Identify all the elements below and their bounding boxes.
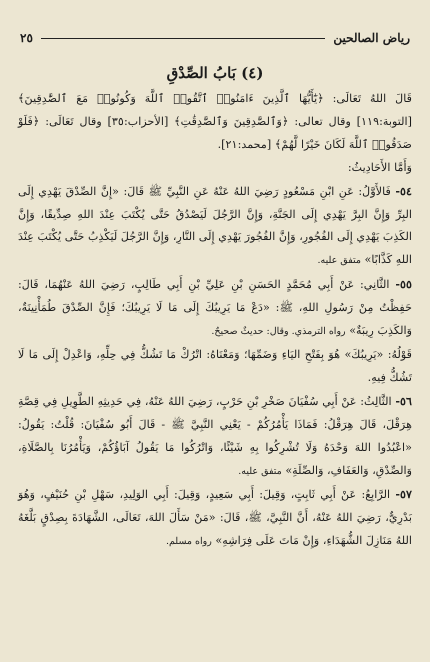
hadith-number: ٥٦- [395, 393, 412, 408]
hadith-54 [18, 180, 412, 274]
running-header [20, 30, 410, 46]
hadith-number: ٥٥- [395, 277, 412, 292]
hadith-source: رواه الترمذي. وقال: حديثٌ صحيحٌ. [211, 326, 346, 338]
hadith-text: الرَّابِعُ: عَنْ أَبِي ثَابِتٍ، وَقِيلَ: أَبِي سَعِيدٍ، وَقِيلَ: أَبِي الوَلِيدِ، سَهْلِ بْنِ حُنَيْفٍ، وَهُوَ بَدْرِيٌّ، رَضِيَ اللهُ عَنْهُ، أَنَّ النَّبِيَّ، ﷺ، قَالَ: «مَنْ سَأَلَ اللهَ، تَعَالَى، الشَّهَادَةَ بِصِدْقٍ بَلَّغَهُ اللهُ مَنَازِلَ الشُّهَدَاءِ، وَإِنْ مَاتَ عَلَى فِرَاشِهِ» [18, 488, 412, 548]
header-rule [41, 38, 325, 39]
hadith-55 [18, 273, 412, 344]
ahadith-heading: وَأَمَّا الأَحَادِيثُ: [347, 160, 412, 174]
page-number: ٢٥ [20, 31, 33, 45]
page-body [18, 64, 412, 554]
hadith-source: متفق عليه. [238, 465, 282, 477]
hadith-text: فَالأَوَّلُ: عَنِ ابْنِ مَسْعُودٍ رَضِيَ اللهُ عَنْهُ عَنِ النَّبِيِّ ﷺ قَالَ: «إِنَّ الصِّدْقَ يَهْدِي إِلَى البِرِّ وَإِنَّ البِرَّ يَهْدِي إِلَى الجَنَّةِ، وَإِنَّ الرَّجُلَ لَيَصْدُقُ حَتَّى يُكْتَبَ عِنْدَ اللهِ صِدِّيقًا، وَإِنَّ الكَذِبَ يَهْدِي إِلَى الفُجُورِ، وَإِنَّ الفُجُورَ يَهْدِي إِلَى النَّارِ، وَإِنَّ الرَّجُلَ لَيَكْذِبُ حَتَّى يُكْتَبَ عِنْدَ اللهِ كَذَّابًا» [18, 184, 412, 267]
chapter-title: (٤) بَابُ الصِّدْقِ [166, 64, 264, 82]
hadith-55-note [18, 344, 412, 390]
intro-verses: قَالَ اللهُ تَعَالَى: ﴿يَٰٓأَيُّهَا ٱلَّذِينَ ءَامَنُوا۟ ٱتَّقُوا۟ ٱللَّهَ وَكُونُوا۟ مَعَ ٱلصَّٰدِقِينَ﴾ [التوبة:١١٩] وقال تعالى: ﴿وَٱلصَّٰدِقِينَ وَٱلصَّٰدِقَٰتِ﴾ [الأحزاب:٣٥] وقال تَعَالَى: ﴿فَلَوْ صَدَقُوا۟ ٱللَّهَ لَكَانَ خَيْرًا لَّهُمْ﴾ [محمد:٢١]. [18, 92, 412, 151]
hadith-source: متفق عليه. [317, 255, 361, 267]
hadith-text: الثَّالِثُ: عَنْ أَبِي سُفْيَانَ صَخْرِ بْنِ حَرْبٍ، رَضِيَ اللهُ عَنْهُ، فِي حَدِيثِهِ الطَّوِيلِ فِي قِصَّةِ هِرَقْلَ، قَالَ هِرَقْلُ: فَمَاذَا يَأْمُرُكُمْ - يَعْنِي النَّبِيَّ ﷺ - قَالَ أَبُو سُفْيَانَ: قُلْتُ: يَقُولُ: «اعْبُدُوا اللهَ وَحْدَهُ وَلَا تُشْرِكُوا بِهِ شَيْئًا، وَاتْرُكُوا مَا يَقُولُ آبَاؤُكُمْ، وَيَأْمُرُنَا بِالصَّلَاةِ، وَالصِّدْقِ، وَالعَفَافِ، وَالصِّلَةِ» [18, 394, 412, 477]
hadith-text: قَوْلُهُ: «يَرِيبُكَ» هُوَ بِفَتْحِ اليَاءِ وَضَمِّهَا؛ وَمَعْنَاهُ: اتْرُكْ مَا تَشُكُّ فِي حِلِّهِ، وَاعْدِلْ إِلَى مَا لَا تَشُكُّ فِيهِ. [18, 347, 412, 384]
hadith-text: الثَّانِي: عَنْ أَبِي مُحَمَّدٍ الحَسَنِ بْنِ عَلِيِّ بْنِ أَبِي طَالِبٍ، رَضِيَ اللهُ عَنْهُمَا، قَالَ: حَفِظْتُ مِنْ رَسُولِ اللهِ، ﷺ: «دَعْ مَا يَرِيبُكَ إِلَى مَا لَا يَرِيبُكَ؛ فَإِنَّ الصِّدْقَ طُمَأْنِينَةٌ، وَالكَذِبَ رِيبَةٌ» [18, 278, 412, 338]
hadith-source: رواه مسلم. [165, 536, 212, 548]
hadith-number: ٥٧- [395, 487, 413, 502]
hadith-56 [18, 390, 412, 484]
book-title: رياض الصالحين [333, 31, 410, 45]
hadith-57 [18, 483, 412, 554]
hadith-number: ٥٤- [395, 183, 412, 198]
